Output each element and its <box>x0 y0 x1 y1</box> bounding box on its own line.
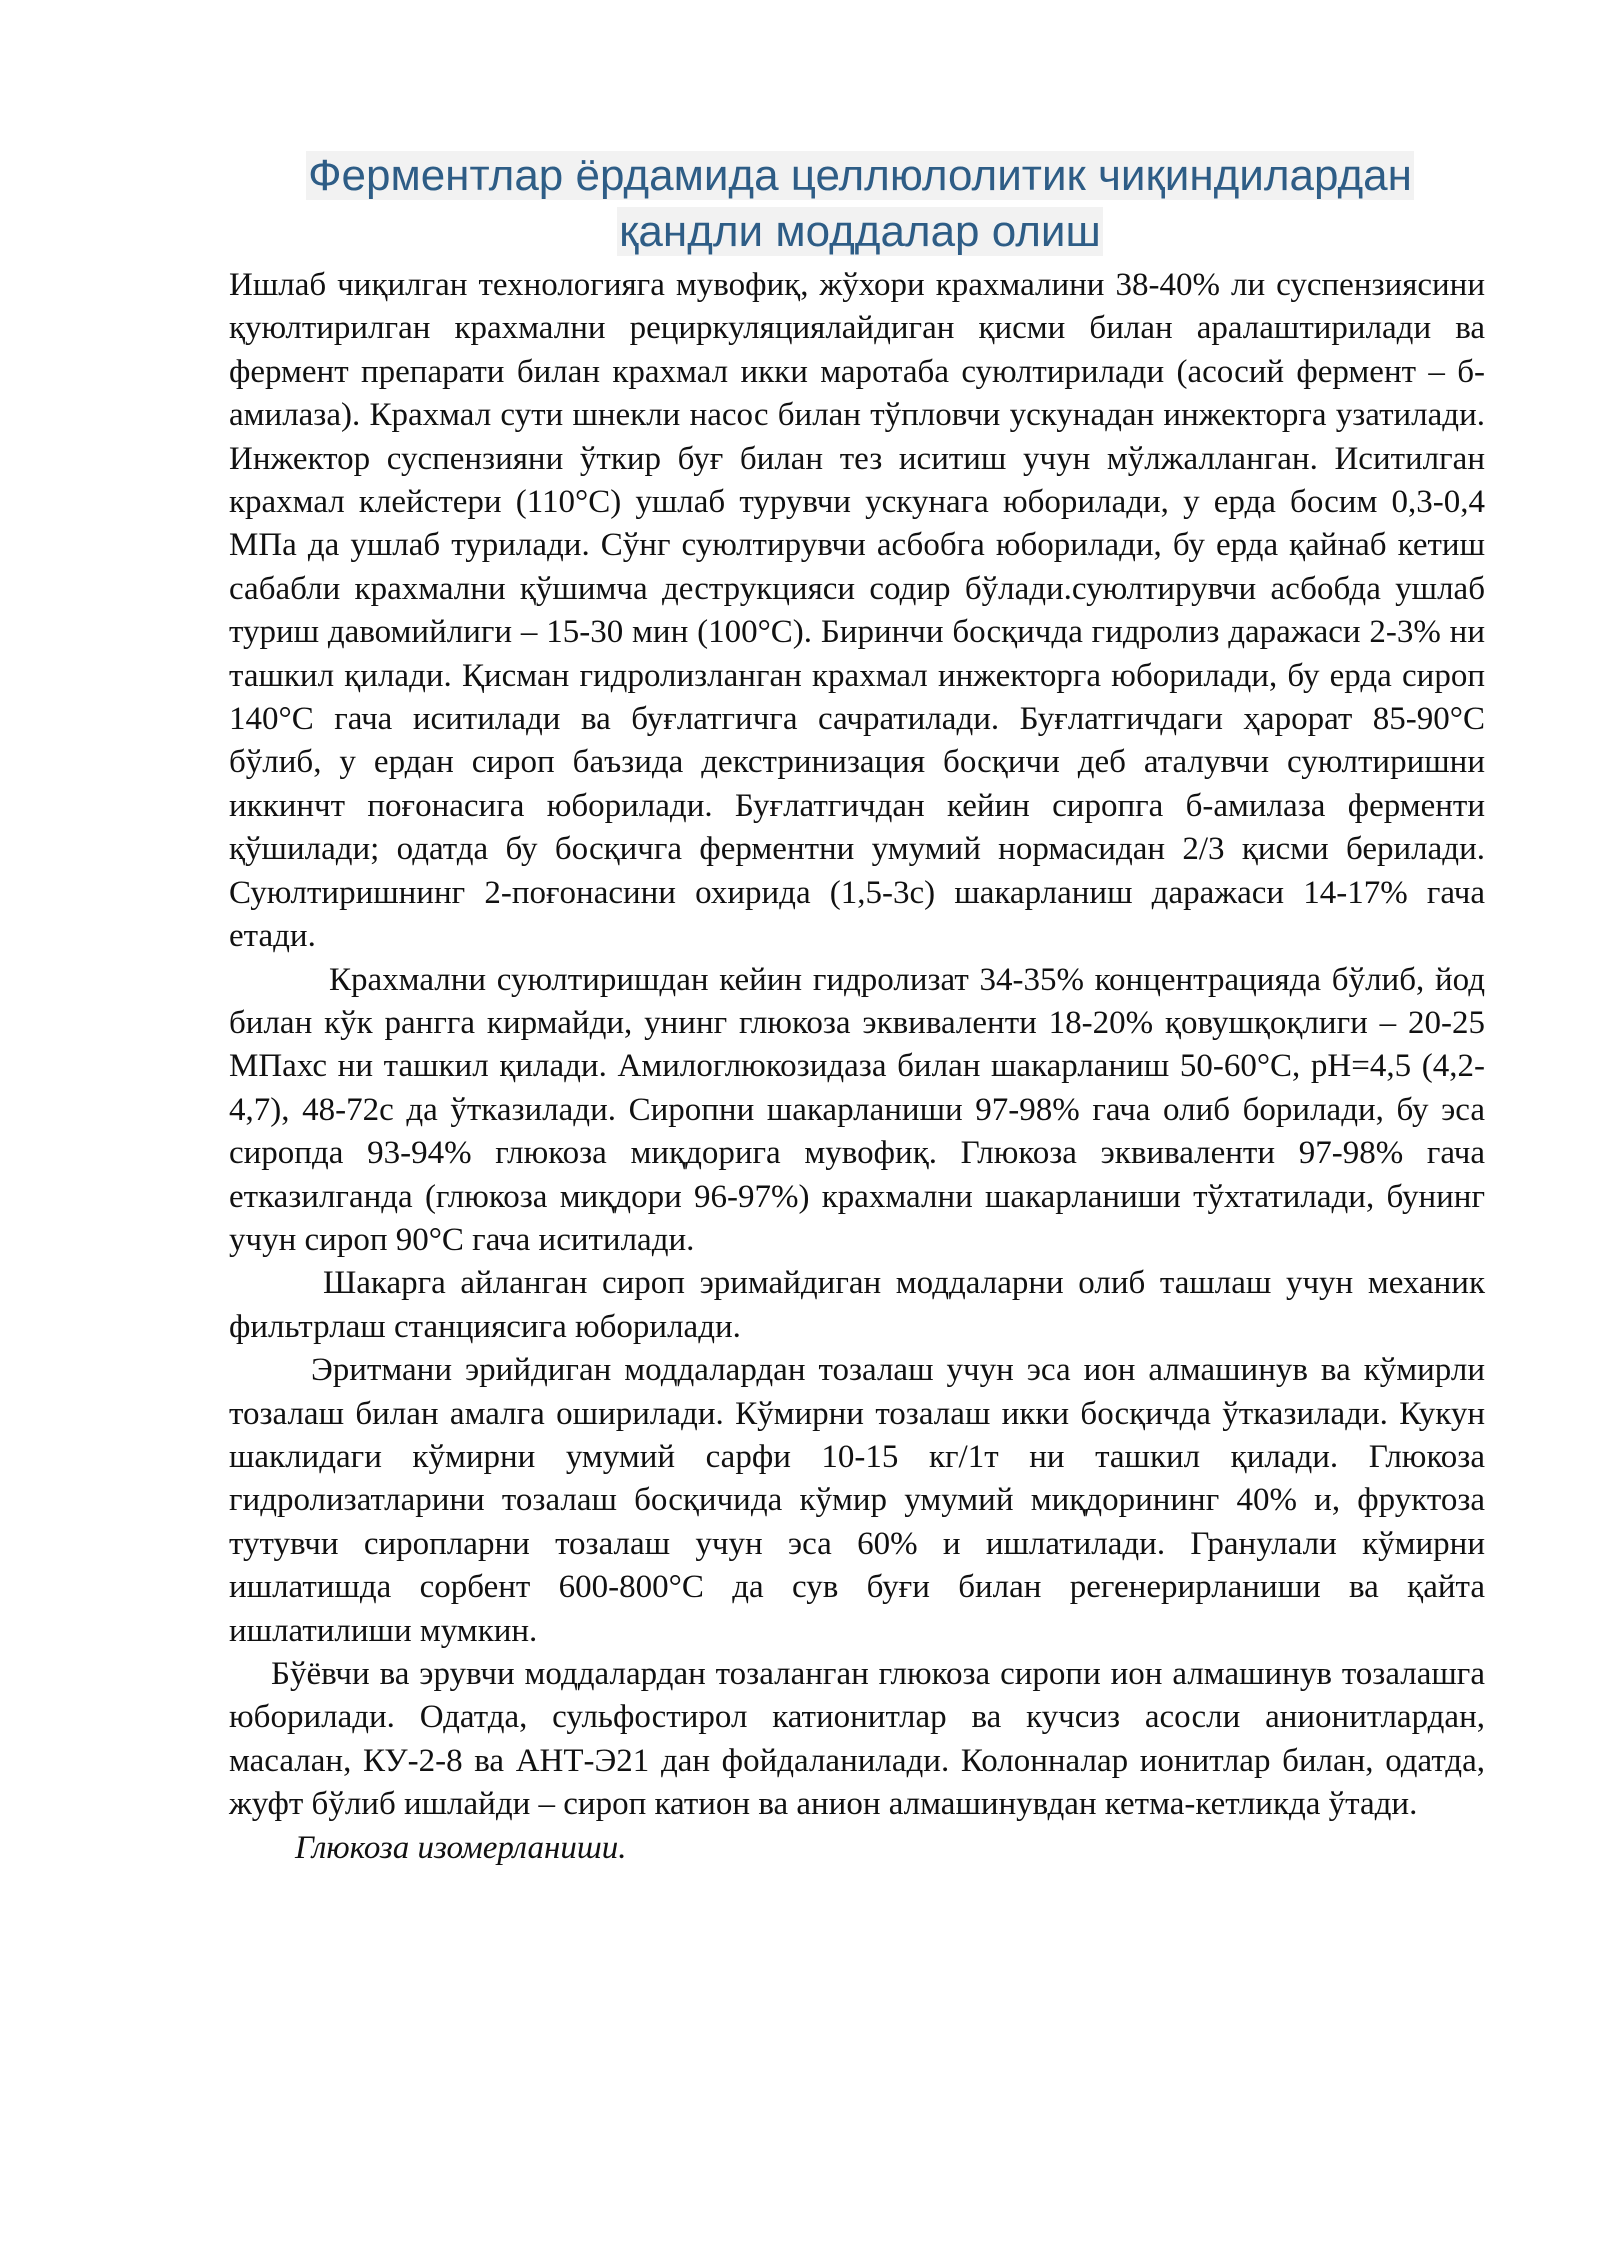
document-body <box>229 264 1485 1870</box>
title-line-1: Ферментлар ёрдамида целлюлолитик чиқиндилардан <box>308 151 1412 200</box>
section-heading-glucose-isomerization: Глюкоза изомерланиши. <box>295 1829 627 1866</box>
paragraph-saccharification: Крахмални суюлтиришдан кейин гидролизат 34-35% концентрацияда бўлиб, йод билан кўк рангга кирмайди, унинг глюкоза эквиваленти 18-20% қовушқоқлиги – 20-25 МПахс ни ташкил қилади. Амилоглюкозидаза билан шакарланиш 50-60°С, рН=4,5 (4,2-4,7), 48-72с да ўтказилади. Сиропни шакарланиши 97-98% гача олиб борилади, бу эса сиропда 93-94% глюкоза миқдорига мувофиқ. Глюкоза эквиваленти 97-98% гача етказилганда (глюкоза миқдори 96-97%) крахмални шакарланиши тўхтатилади, бунинг учун сироп 90°С гача иситилади. <box>229 961 1485 1258</box>
paragraph-carbon-cleaning: Эритмани эрийдиган моддалардан тозалаш учун эса ион алмашинув ва кўмирли тозалаш билан амалга оширилади. Кўмирни тозалаш икки босқичда ўтказилади. Кукун шаклидаги кўмирни умумий сарфи 10-15 кг/1т ни ташкил қилади. Глюкоза гидролизатларини тозалаш босқичида кўмир умумий миқдорининг 40% и, фруктоза тутувчи сиропларни тозалаш учун эса 60% и ишлатилади. Гранулали кўмирни ишлатишда сорбент 600-800°С да сув буғи билан регенерирланиши ва қайта ишлатилиши мумкин. <box>229 1352 1485 1649</box>
paragraph-starch-liquefaction: Ишлаб чиқилган технологияга мувофиқ, жўхори крахмалини 38-40% ли суспензиясини қуюлтирилган крахмални рециркуляциялайдиган қисми билан аралаштирилади ва фермент препарати билан крахмал икки маротаба суюлтирилади (асосий фермент – б-амилаза). Крахмал сути шнекли насос билан тўпловчи ускунадан инжекторга узатилади. Инжектор суспензияни ўткир буғ билан тез иситиш учун мўлжалланган. Иситилган крахмал клейстери (110°С) ушлаб турувчи ускунага юборилади, у ерда босим 0,3-0,4 МПа да ушлаб турилади. Сўнг суюлтирувчи асбобга юборилади, бу ерда қайнаб кетиш сабабли крахмални қўшимча деструкцияси содир бўлади.суюлтирувчи асбобда ушлаб туриш давомийлиги – 15-30 мин (100°С). Биринчи босқичда гидролиз даражаси 2-3% ни ташкил қилади. Қисман гидролизланган крахмал инжекторга юборилади, бу ерда сироп 140°С гача иситилади ва буғлатгичга сачратилади. Буғлатгичдаги ҳарорат 85-90°С бўлиб, у ердан сироп баъзида декстринизация босқичи деб аталувчи суюлтиришни иккинчт поғонасига юборилади. Буғлатгичдан кейин сиропга б-амилаза ферменти қўшилади; одатда бу босқичга ферментни умумий нормасидан 2/3 қисми берилади. Суюлтиришнинг 2-поғонасини охирида (1,5-3с) шакарланиш даражаси 14-17% гача етади. <box>229 267 1485 955</box>
paragraph-filtration: Шакарга айланган сироп эримайдиган моддаларни олиб ташлаш учун механик фильтрлаш станциясига юборилади. <box>229 1265 1485 1345</box>
title-line-2: қандли моддалар олиш <box>619 207 1101 256</box>
document-title <box>240 148 1480 260</box>
paragraph-ion-exchange: Бўёвчи ва эрувчи моддалардан тозаланган глюкоза сиропи ион алмашинув тозалашга юборилади. Одатда, сульфостирол катионитлар ва кучсиз асосли анионитлардан, масалан, КУ-2-8 ва АНТ-Э21 дан фойдаланилади. Колонналар ионитлар билан, одатда, жуфт бўлиб ишлайди – сироп катион ва анион алмашинувдан кетма-кетликда ўтади. <box>229 1656 1485 1823</box>
